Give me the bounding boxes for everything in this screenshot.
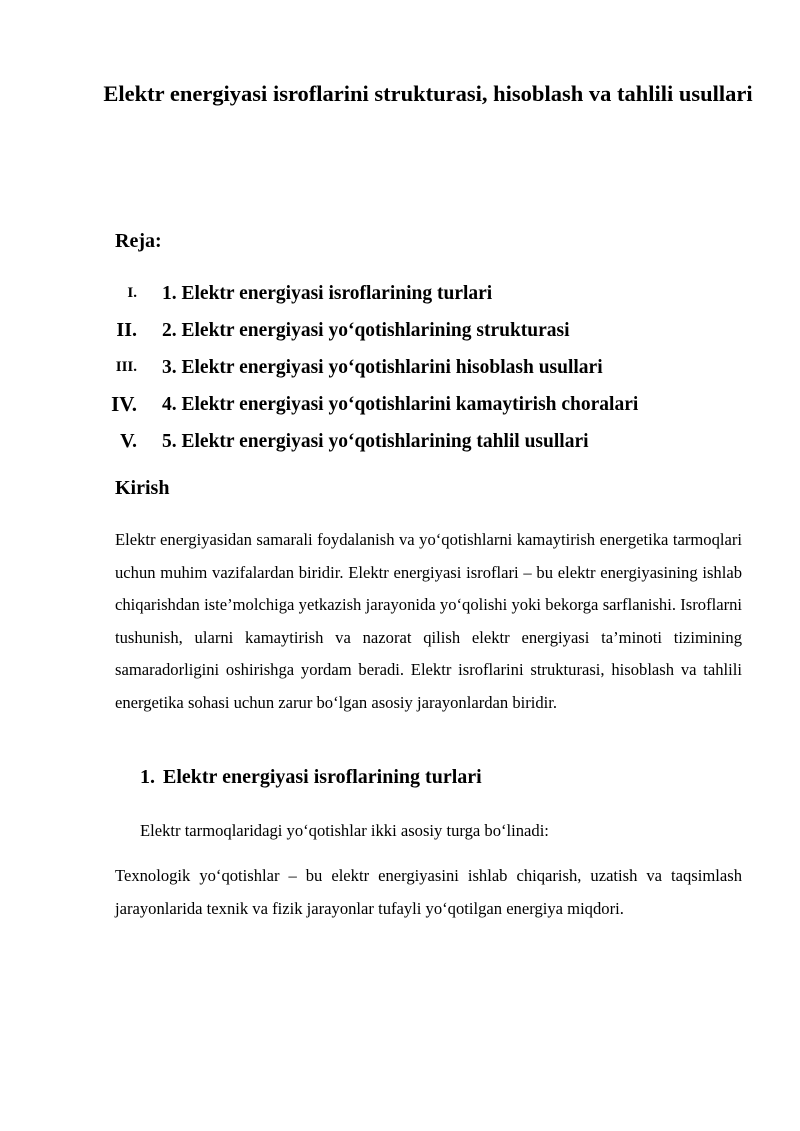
- section-number: 1.: [140, 766, 155, 788]
- plan-item: [0, 423, 800, 460]
- plan-item-text: 1. Elektr energiyasi isroflarining turlari: [162, 283, 493, 304]
- document-title: Elektr energiyasi isroflarini strukturasi, hisoblash va tahlili usullari: [103, 81, 753, 106]
- section-lead-paragraph: Elektr tarmoqlaridagi yo‘qotishlar ikki asosiy turga bo‘linadi:: [140, 821, 549, 840]
- intro-paragraph: Elektr energiyasidan samarali foydalanish va yo‘qotishlarni kamaytirish energetika tarmoqlari uchun muhim vazifalardan biridir. Elektr energiyasi isroflari – bu elektr energiyasining ishlab chiqarishdan iste’molchiga yetkazish jarayonida yo‘qolishi yoki bekorga sarflanishi. Isroflarni tushunish, ularni kamaytirish va nazorat qilish elektr energiyasi ta’minoti tizimining samaradorligini oshirishga yordam beradi. Elektr isroflarini strukturasi, hisoblash va tahlili energetika sohasi uchun zarur bo‘lgan asosiy jarayonlardan biridir.: [115, 530, 742, 712]
- plan-item-number: V.: [120, 430, 137, 452]
- plan-item-number: I.: [127, 285, 137, 301]
- section-title: Elektr energiyasi isroflarining turlari: [163, 766, 482, 788]
- plan-item: [0, 312, 800, 349]
- plan-list: [0, 275, 800, 460]
- plan-item-number: II.: [116, 319, 137, 341]
- plan-item: [0, 349, 800, 386]
- plan-item-text: 2. Elektr energiyasi yo‘qotishlarining strukturasi: [162, 320, 570, 341]
- plan-item-number: IV.: [111, 392, 137, 416]
- plan-item: [0, 275, 800, 312]
- plan-item-text: 4. Elektr energiyasi yo‘qotishlarini kamaytirish choralari: [162, 394, 639, 415]
- plan-item-number: III.: [115, 359, 137, 375]
- plan-item-text: 5. Elektr energiyasi yo‘qotishlarining tahlil usullari: [162, 431, 589, 452]
- plan-heading: Reja:: [115, 230, 162, 252]
- section-paragraph: Texnologik yo‘qotishlar – bu elektr energiyasini ishlab chiqarish, uzatish va taqsimlash jarayonlarida texnik va fizik jarayonlar tufayli yo‘qotilgan energiya miqdori.: [115, 866, 742, 918]
- plan-item-text: 3. Elektr energiyasi yo‘qotishlarini hisoblash usullari: [162, 357, 603, 378]
- plan-item: [0, 386, 800, 423]
- intro-heading: Kirish: [115, 477, 170, 499]
- section-heading: [140, 766, 482, 789]
